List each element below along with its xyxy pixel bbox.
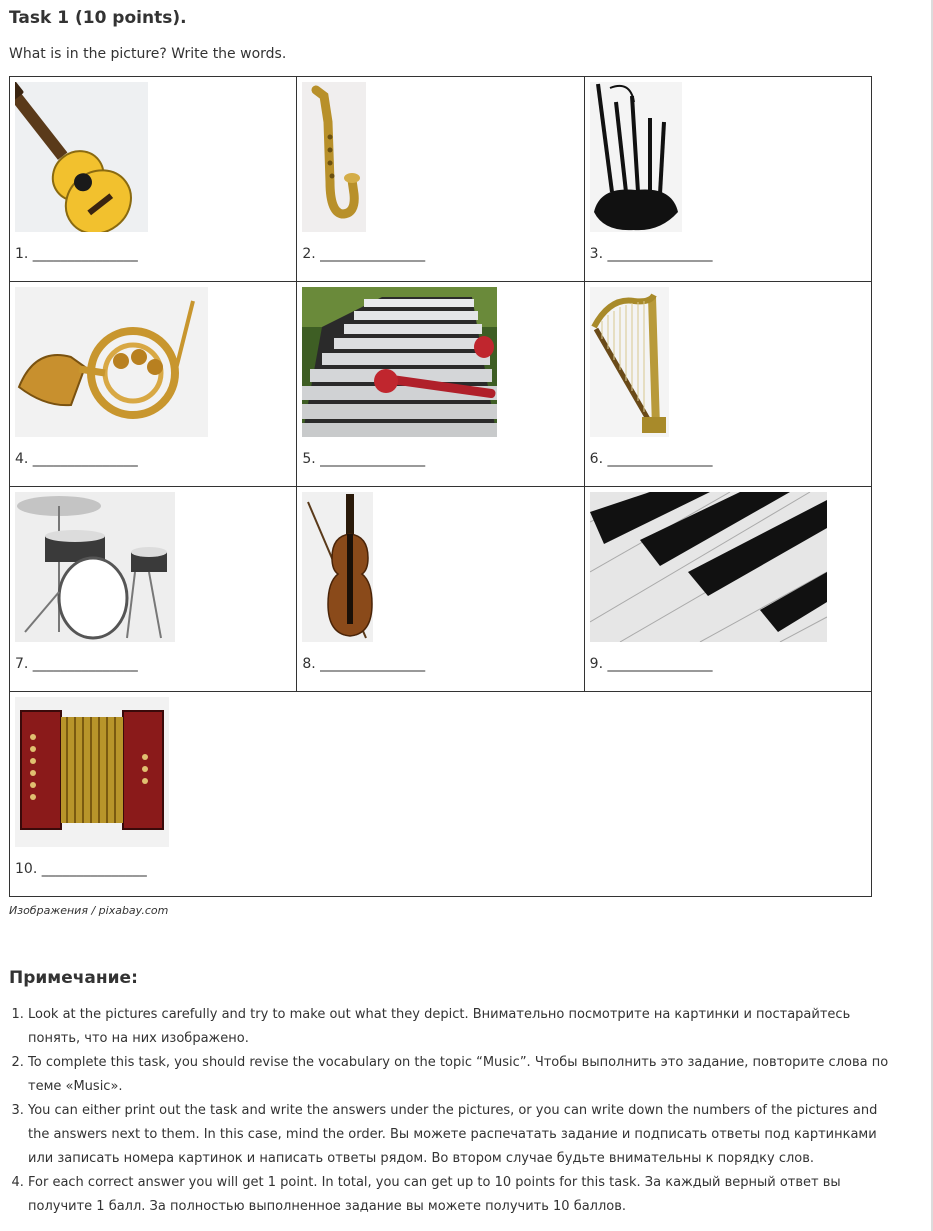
piano-keys-icon	[590, 492, 827, 642]
french-horn-icon	[15, 287, 208, 437]
answer-line-3[interactable]: 3. _______________	[589, 246, 713, 262]
bagpipes-icon	[590, 82, 682, 232]
note-item: 2. To complete this task, you should revise the vocabulary on the topic “Music”. Чтобы выполнить это задание, повторите слова по теме «Music».	[28, 1051, 898, 1099]
answer-line-10[interactable]: 10. _______________	[15, 861, 147, 877]
grid-cell	[584, 77, 871, 282]
answer-line-6[interactable]: 6. _______________	[589, 451, 713, 467]
answer-line-5[interactable]: 5. _______________	[302, 451, 426, 467]
grid-cell	[297, 487, 584, 692]
grid-cell	[10, 282, 297, 487]
grid-cell	[297, 282, 584, 487]
grid-cell	[10, 77, 297, 282]
drum-kit-icon	[15, 492, 175, 642]
grid-cell	[584, 487, 871, 692]
answer-line-4[interactable]: 4. _______________	[15, 451, 138, 467]
task-instruction: What is in the picture? Write the words.	[9, 46, 287, 62]
answer-line-9[interactable]: 9. _______________	[589, 656, 713, 672]
note-item: 4. For each correct answer you will get 1 point. In total, you can get up to 10 points for this task. За каждый верный ответ вы получите 1 балл. За полностью выполненное задание вы можете получить 10 баллов.	[28, 1171, 898, 1219]
answer-line-8[interactable]: 8. _______________	[302, 656, 426, 672]
harp-icon	[590, 287, 669, 437]
note-item: 1. Look at the pictures carefully and try to make out what they depict. Внимательно посмотрите на картинки и постарайтесь понять, что на них изображено.	[28, 1003, 898, 1051]
task-title: Task 1 (10 points).	[9, 8, 187, 28]
answer-line-7[interactable]: 7. _______________	[15, 656, 138, 672]
note-item: 3. You can either print out the task and write the answers under the pictures, or you can write down the numbers of the pictures and the answers next to them. In this case, mind the order. Вы можете распечатать задание и подписать ответы под картинками или записать номера картинок и написать ответы рядом. Во втором случае будьте внимательны к порядку слов.	[28, 1099, 898, 1171]
notes-list	[9, 1003, 898, 1219]
answer-line-2[interactable]: 2. _______________	[302, 246, 426, 262]
pictures-grid	[9, 76, 872, 897]
violin-icon	[302, 492, 373, 642]
grid-cell	[297, 77, 584, 282]
answer-line-1[interactable]: 1. _______________	[15, 246, 138, 262]
saxophone-icon	[302, 82, 366, 232]
xylophone-icon	[302, 287, 497, 437]
grid-cell	[10, 487, 297, 692]
guitar-icon	[15, 82, 148, 232]
note-heading: Примечание:	[9, 968, 138, 988]
accordion-icon	[15, 697, 169, 847]
grid-cell	[10, 692, 872, 897]
image-credit: Изображения / pixabay.com	[9, 904, 169, 917]
grid-cell	[584, 282, 871, 487]
